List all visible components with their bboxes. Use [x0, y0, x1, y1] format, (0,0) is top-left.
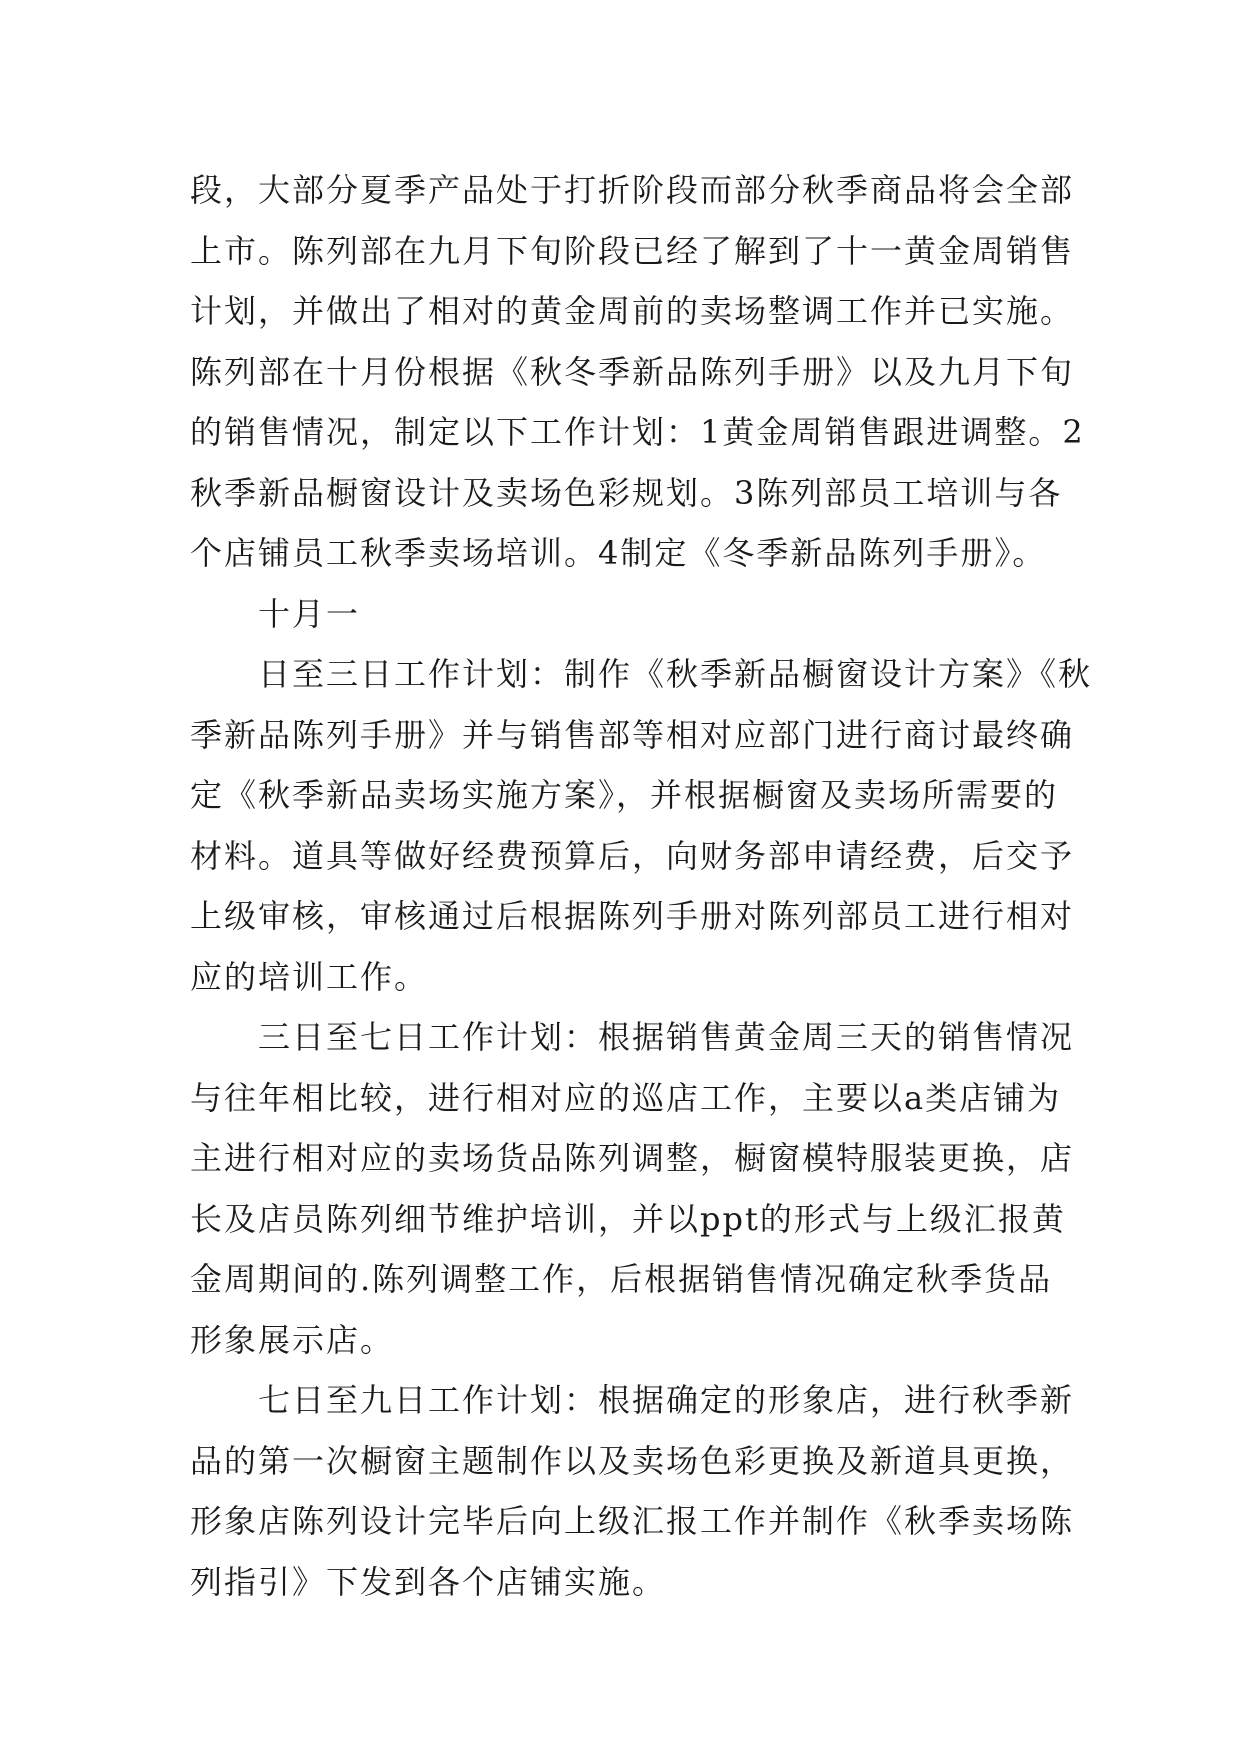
- paragraph-3: [190, 644, 1093, 1007]
- text-line: 季新品陈列手册》并与销售部等相对应部门进行商讨最终确: [190, 715, 1075, 754]
- text-line: 定《秋季新品卖场实施方案》，并根据橱窗及卖场所需要的: [190, 776, 1059, 814]
- document-page: [190, 160, 1093, 1612]
- text-line: 与往年相比较，进行相对应的巡店工作，主要以a类店铺为: [190, 1078, 1062, 1117]
- text-line: 个店铺员工秋季卖场培训。4制定《冬季新品陈列手册》。: [190, 534, 1047, 572]
- text-line: 日至三日工作计划：制作《秋季新品橱窗设计方案》《秋: [258, 655, 1093, 693]
- text-line: 十月一: [258, 594, 361, 633]
- text-line: 应的培训工作。: [190, 957, 429, 996]
- text-line: 秋季新品橱窗设计及卖场色彩规划。3陈列部员工培训与各: [190, 473, 1063, 512]
- paragraph-1: [190, 160, 1085, 584]
- text-line: 段，大部分夏季产品处于打折阶段而部分秋季商品将会全部: [190, 171, 1075, 209]
- paragraph-5: [190, 1370, 1075, 1612]
- text-line: 形象展示店。: [190, 1320, 395, 1359]
- paragraph-4: [190, 1007, 1075, 1370]
- text-line: 计划，并做出了相对的黄金周前的卖场整调工作并已实施。: [190, 292, 1075, 330]
- paragraph-2: [190, 584, 1060, 645]
- text-line: 长及店员陈列细节维护培训，并以ppt的形式与上级汇报黄: [190, 1199, 1066, 1238]
- text-line: 三日至七日工作计划：根据销售黄金周三天的销售情况: [258, 1018, 1075, 1056]
- text-line: 品的第一次橱窗主题制作以及卖场色彩更换及新道具更换，: [190, 1441, 1075, 1480]
- text-line: 列指引》下发到各个店铺实施。: [190, 1562, 667, 1601]
- text-line: 七日至九日工作计划：根据确定的形象店，进行秋季新: [258, 1381, 1075, 1419]
- text-line: 主进行相对应的卖场货品陈列调整，橱窗模特服装更换，店: [190, 1139, 1075, 1177]
- text-line: 形象店陈列设计完毕后向上级汇报工作并制作《秋季卖场陈: [190, 1502, 1075, 1540]
- text-line: 陈列部在十月份根据《秋冬季新品陈列手册》以及九月下旬: [190, 352, 1075, 391]
- text-line: 上级审核，审核通过后根据陈列手册对陈列部员工进行相对: [190, 897, 1075, 935]
- text-line: 材料。道具等做好经费预算后，向财务部申请经费，后交予: [190, 836, 1075, 875]
- text-line: 的销售情况，制定以下工作计划：1黄金周销售跟进调整。2: [190, 413, 1085, 451]
- text-line: 金周期间的.陈列调整工作，后根据销售情况确定秋季货品: [190, 1260, 1053, 1298]
- text-line: 上市。陈列部在九月下旬阶段已经了解到了十一黄金周销售: [190, 231, 1075, 270]
